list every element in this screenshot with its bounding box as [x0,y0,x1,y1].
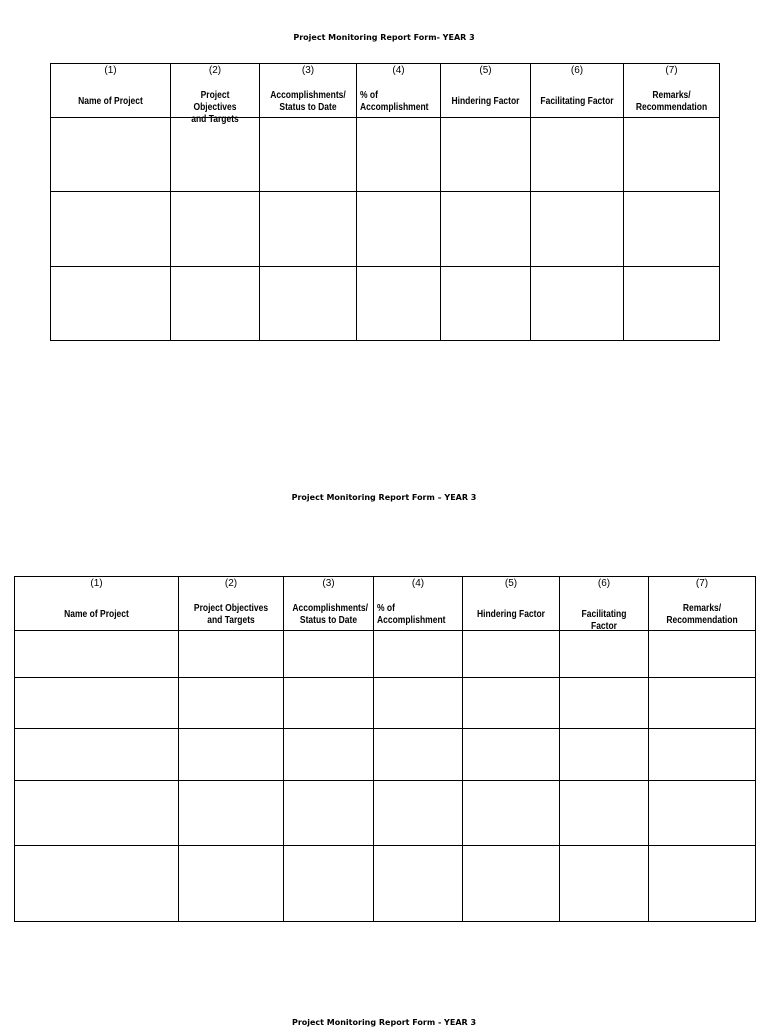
column-number: (2) [224,578,238,589]
table-cell[interactable] [560,729,649,781]
column-header-6 [531,64,624,118]
column-header-5 [441,64,531,118]
column-header-2 [179,577,284,631]
column-number: (4) [411,578,425,589]
column-header-4 [357,64,441,118]
table-cell[interactable] [441,267,531,341]
column-label: Project Objectives and Targets [191,90,239,125]
column-number: (1) [90,578,103,589]
table-cell[interactable] [649,678,756,729]
monitoring-table-1 [50,63,720,341]
column-header-7 [649,577,756,631]
table-cell[interactable] [624,118,720,192]
table-cell[interactable] [463,729,560,781]
column-label: Accomplishments/ Status to Date [292,603,368,626]
column-number: (4) [392,65,405,76]
table-row [15,678,756,729]
table-cell[interactable] [179,678,284,729]
column-label: Facilitating Factor [540,96,614,107]
table-cell[interactable] [374,631,463,678]
table-cell[interactable] [441,118,531,192]
column-header-3 [284,577,374,631]
table-cell[interactable] [284,781,374,846]
column-label: Remarks/ Recommendation [635,90,708,113]
column-header-1 [51,64,171,118]
column-label: Name of Project [64,609,129,620]
table-cell[interactable] [357,118,441,192]
column-label: Project Objectives and Targets [193,603,269,626]
table-row [15,729,756,781]
table-cell[interactable] [15,729,179,781]
table-cell[interactable] [624,267,720,341]
table-cell[interactable] [531,192,624,267]
table-cell[interactable] [15,678,179,729]
form-title-middle: Project Monitoring Report Form – YEAR 3 [291,493,477,502]
table-cell[interactable] [374,781,463,846]
column-label: % of Accomplishment [360,90,429,113]
table-cell[interactable] [15,781,179,846]
table-cell[interactable] [560,631,649,678]
table-cell[interactable] [179,846,284,922]
column-label: Hindering Factor [476,609,545,620]
table-cell[interactable] [357,192,441,267]
table-cell[interactable] [374,678,463,729]
monitoring-table-2 [14,576,756,922]
column-label: % of Accomplishment [377,603,446,626]
table-header-row [15,577,756,631]
table-cell[interactable] [15,846,179,922]
table-cell[interactable] [171,267,260,341]
table-cell[interactable] [51,192,171,267]
column-header-6 [560,577,649,631]
table-cell[interactable] [463,678,560,729]
table-cell[interactable] [649,631,756,678]
table-cell[interactable] [649,729,756,781]
table-row [51,118,720,192]
column-header-5 [463,577,560,631]
table-cell[interactable] [649,846,756,922]
table-cell[interactable] [560,846,649,922]
table-cell[interactable] [531,267,624,341]
column-header-2 [171,64,260,125]
column-number: (5) [479,65,492,76]
table-cell[interactable] [284,729,374,781]
form-title-top: Project Monitoring Report Form- YEAR 3 [293,33,475,42]
table-row [15,846,756,922]
table-row [51,267,720,341]
table-cell[interactable] [171,118,260,192]
table-cell[interactable] [624,192,720,267]
column-number: (7) [695,578,709,589]
column-number: (3) [322,578,335,589]
column-number: (2) [208,65,222,76]
table-cell[interactable] [284,678,374,729]
table-cell[interactable] [51,267,171,341]
column-label: Name of Project [78,96,143,107]
table-cell[interactable] [284,631,374,678]
column-label: Accomplishments/ Status to Date [270,90,346,113]
column-header-1 [15,577,179,631]
table-row [15,631,756,678]
table-cell[interactable] [357,267,441,341]
column-header-3 [260,64,357,118]
column-number: (6) [597,578,611,589]
column-label: Hindering Factor [451,96,520,107]
table-cell[interactable] [260,118,357,192]
table-cell[interactable] [374,729,463,781]
table-cell[interactable] [179,781,284,846]
table-cell[interactable] [560,781,649,846]
table-header-row [51,64,720,118]
column-number: (1) [104,65,117,76]
table-cell[interactable] [463,631,560,678]
column-number: (3) [301,65,315,76]
table-row [51,192,720,267]
table-cell[interactable] [260,267,357,341]
table-cell[interactable] [15,631,179,678]
table-cell[interactable] [179,729,284,781]
column-label: Facilitating Factor [581,609,627,632]
table-cell[interactable] [260,192,357,267]
table-row [15,781,756,846]
table-cell[interactable] [179,631,284,678]
table-cell[interactable] [284,846,374,922]
table-cell[interactable] [51,118,171,192]
column-header-7 [624,64,720,118]
table-cell[interactable] [649,781,756,846]
column-header-4 [374,577,463,631]
form-title-bottom: Project Monitoring Report Form - YEAR 3 [291,1018,477,1027]
column-label: Remarks/ Recommendation [666,603,738,626]
table-cell[interactable] [171,192,260,267]
table-cell[interactable] [441,192,531,267]
table-cell[interactable] [531,118,624,192]
table-cell[interactable] [463,846,560,922]
column-number: (7) [665,65,678,76]
table-cell[interactable] [374,846,463,922]
column-number: (5) [504,578,518,589]
table-cell[interactable] [560,678,649,729]
column-number: (6) [570,65,584,76]
table-cell[interactable] [463,781,560,846]
